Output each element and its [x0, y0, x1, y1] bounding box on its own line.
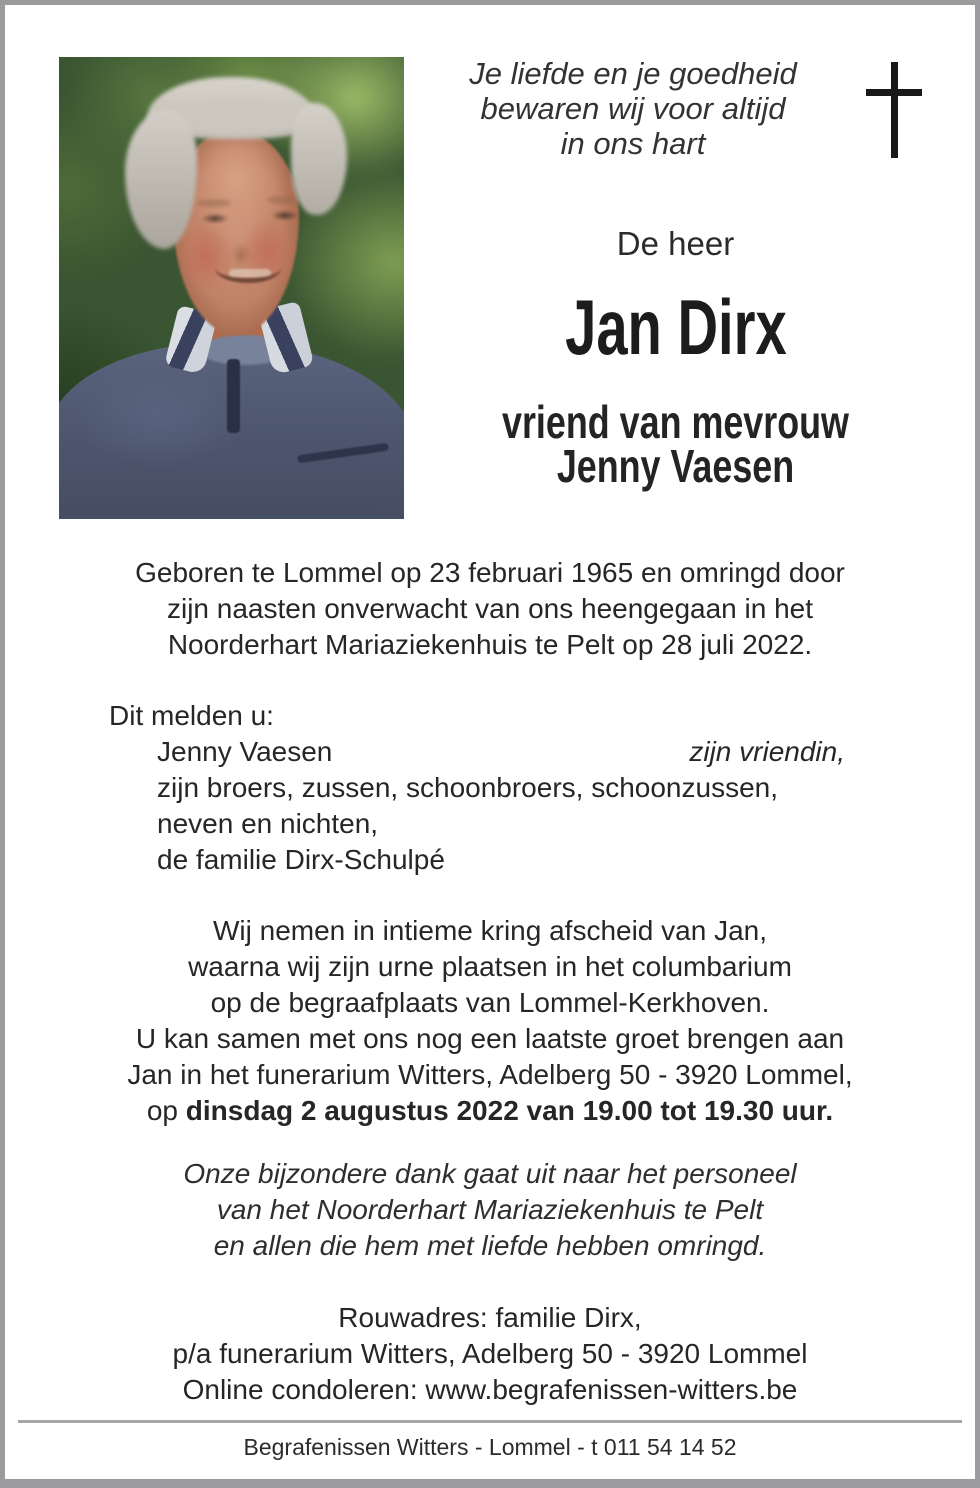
cross-horizontal-bar — [866, 89, 922, 96]
relation-to-survivor — [403, 396, 948, 492]
shirt-placket — [227, 359, 240, 433]
announcement-line: Noorderhart Mariaziekenhuis te Pelt op 28 juli 2022. — [167, 629, 813, 660]
cross-icon — [866, 62, 922, 158]
mourner-row: de familie Dirx-Schulpé — [157, 844, 445, 875]
mourner-relation: zijn vriendin, — [689, 736, 845, 767]
funeral-home-footer: Begrafenissen Witters - Lommel - t 011 54 14 52 — [243, 1434, 737, 1460]
mourners-list — [157, 734, 845, 878]
mourning-address — [0, 1300, 980, 1408]
mourner-row — [157, 734, 845, 770]
address-line: p/a funerarium Witters, Adelberg 50 - 3920 Lommel — [172, 1338, 808, 1369]
mourner-row: zijn broers, zussen, schoonbroers, schoonzussen, — [157, 772, 778, 803]
farewell-date-prefix: op — [146, 1095, 186, 1126]
left-eye — [201, 213, 229, 224]
thanks-line: en allen die hem met liefde hebben omringd. — [213, 1230, 767, 1261]
deceased-name — [403, 283, 948, 371]
relation-line: Jenny Vaesen — [556, 440, 795, 492]
cross-vertical-bar — [891, 62, 898, 158]
thanks-line: van het Noorderhart Mariaziekenhuis te Pelt — [216, 1194, 764, 1225]
farewell-paragraph — [0, 913, 980, 1129]
memorial-quote — [440, 56, 826, 161]
announcement-label: Dit melden u: — [109, 700, 274, 731]
left-eyebrow — [197, 199, 231, 207]
mourner-name: Jenny Vaesen — [157, 736, 333, 767]
quote-line: bewaren wij voor altijd — [480, 91, 786, 126]
quote-line: in ons hart — [560, 126, 706, 161]
farewell-line-date — [0, 1093, 980, 1129]
farewell-line: op de begraafplaats van Lommel-Kerkhoven. — [210, 987, 770, 1018]
farewell-line: Jan in het funerarium Witters, Adelberg 50 - 3920 Lommel, — [127, 1059, 853, 1090]
salutation: De heer — [616, 225, 735, 262]
right-eyebrow — [267, 196, 301, 204]
farewell-line: Wij nemen in intieme kring afscheid van Jan, — [212, 915, 768, 946]
relation-line: vriend van mevrouw — [502, 396, 849, 448]
smile — [215, 253, 281, 283]
announcement-line: Geboren te Lommel op 23 februari 1965 en omringd door — [135, 557, 845, 588]
address-line: Online condoleren: www.begrafenissen-witters.be — [182, 1374, 798, 1405]
portrait-photo — [59, 57, 404, 519]
footer-divider — [18, 1420, 962, 1423]
thanks-line: Onze bijzondere dank gaat uit naar het personeel — [183, 1158, 797, 1189]
right-eye — [271, 210, 299, 221]
thanks-paragraph — [0, 1156, 980, 1264]
birth-death-announcement — [0, 555, 980, 663]
farewell-line: waarna wij zijn urne plaatsen in het columbarium — [188, 951, 792, 982]
quote-line: Je liefde en je goedheid — [469, 56, 797, 91]
farewell-date-bold: dinsdag 2 augustus 2022 van 19.00 tot 19.30 uur. — [185, 1095, 834, 1126]
announcement-line: zijn naasten onverwacht van ons heengegaan in het — [166, 593, 814, 624]
deceased-name-text: Jan Dirx — [564, 283, 787, 371]
farewell-line: U kan samen met ons nog een laatste groet brengen aan — [135, 1023, 845, 1054]
address-line: Rouwadres: familie Dirx, — [338, 1302, 642, 1333]
mourner-row: neven en nichten, — [157, 808, 379, 839]
